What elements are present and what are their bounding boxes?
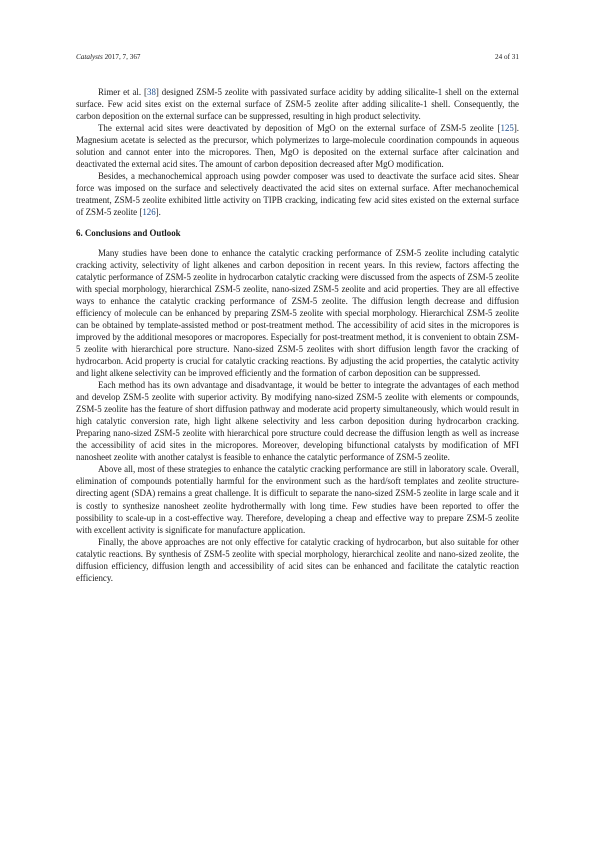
- paragraph-text: Besides, a mechanochemical approach using powder composer was used to deactivate the surface acid sites. Shear force was imposed on the surface and selectively deactivated the acid sites on external surface. After mechanochemical treatment, ZSM-5 zeolite exhibited little activity on TIPB cracking, indicating few acid sites existed on the external surface of ZSM-5 zeolite [: [76, 171, 519, 218]
- paragraph-challenges: Above all, most of these strategies to enhance the catalytic cracking performance are still in laboratory scale. Overall, elimination of compounds potentially harmful for the environment such as the hard/soft templates and zeolite structure-directing agent (SDA) remains a great challenge. It is difficult to separate the nano-sized ZSM-5 zeolite in large scale and it is costly to synthesize nanosheet zeolite hydrothermally with long time. Few studies have been reported to offer the possibility to scale-up in a cost-effective way. Therefore, developing a cheap and effective way to prepare ZSM-5 zeolite with excellent activity is significate for manufacture application.: [76, 464, 519, 535]
- paragraph-final: Finally, the above approaches are not only effective for catalytic cracking of hydrocarbon, but also suitable for other catalytic reactions. By synthesis of ZSM-5 zeolite with special morphology, hierarchical zeolite and nano-sized zeolite, the diffusion efficiency, diffusion length and accessibility of acid sites can be enhanced and facilitate the catalytic reaction efficiency.: [76, 536, 519, 583]
- paragraph-text: ].: [155, 207, 161, 218]
- paragraph-text: Rimer et al. [: [98, 87, 148, 97]
- citation-link[interactable]: 38: [147, 87, 156, 97]
- journal-name: Catalysts: [76, 53, 103, 61]
- citation-link[interactable]: 125: [500, 123, 514, 134]
- paragraph-text: ] designed ZSM-5 zeolite with passivated surface acidity by adding silicalite-1 shell on the external surface. Few acid sites exist on the external surface of ZSM-5 zeolite after adding silicalite-1 shell. Consequently, the carbon deposition on the external surface can be suppressed, resulting in high product selectivity.: [76, 87, 519, 122]
- paragraph-text: ]. Magnesium acetate is selected as the precursor, which polymerizes to large-molecule coordination compounds in aqueous solution and cannot enter into the micropores. Then, MgO is deposited on the external surface after calcination and deactivated the external acid sites. The amount of carbon deposition decreased after MgO modification.: [76, 123, 519, 170]
- paragraph-methods: Each method has its own advantage and disadvantage, it would be better to integrate the advantages of each method and develop ZSM-5 zeolite with superior activity. By modifying nano-sized ZSM-5 zeolite with elements or compounds, ZSM-5 zeolite has the feature of short diffusion pathway and moderate acid property simultaneously, which would result in high catalytic conversion rate, high light alkene selectivity and less carbon deposition during hydrocarbon cracking. Preparing nano-sized ZSM-5 zeolite with hierarchical pore structure could decrease the diffusion length as well as increase the accessibility of acid sites in the micropores. Moreover, developing bifunctional catalysts by modification of MFI nanosheet zeolite with another catalyst is feasible to enhance the catalytic performance of ZSM-5 zeolite.: [76, 380, 519, 463]
- citation-link[interactable]: 126: [142, 207, 156, 218]
- paragraph-rimer: [76, 86, 519, 122]
- paragraph-text: The external acid sites were deactivated by deposition of MgO on the external surface of ZSM-5 zeolite [: [98, 123, 501, 134]
- paragraph-summary: Many studies have been done to enhance the catalytic cracking performance of ZSM-5 zeolite including catalytic cracking activity, selectivity of light alkenes and carbon deposition in recent years. In this review, factors affecting the catalytic performance of ZSM-5 zeolite in hydrocarbon catalytic cracking were discussed from the aspects of ZSM-5 zeolite with special morphology, hierarchical ZSM-5 zeolite, nano-sized ZSM-5 zeolite and acid properties. They are all effective ways to enhance the catalytic cracking performance of ZSM-5 zeolite. The diffusion length decrease and diffusion efficiency of molecule can be enhanced by preparing ZSM-5 zeolite with special morphology. Hierarchical ZSM-5 zeolite can be obtained by template-assisted method or post-treatment method. The accessibility of acid sites in the micropores is improved by the additional mesopores or macropores. Especially for post-treatment method, it is convenient to obtain ZSM-5 zeolite with hierarchical pore structure. Nano-sized ZSM-5 zeolites with short diffusion length favor the cracking of hydrocarbon. Acid property is crucial for catalytic cracking reactions. By adjusting the acid properties, the catalytic activity and light alkene selectivity can be improved efficiently and the formation of carbon deposition can be suppressed.: [76, 247, 519, 378]
- page-number: 24 of 31: [495, 53, 519, 61]
- journal-citation: [76, 53, 141, 61]
- section-heading: 6. Conclusions and Outlook: [76, 227, 181, 238]
- journal-year-volume: 2017, 7, 367: [102, 53, 141, 61]
- paragraph-mechanochemical: [76, 170, 519, 218]
- page-header: [76, 53, 519, 65]
- paragraph-mgo: [76, 122, 519, 170]
- article-body: [76, 86, 519, 584]
